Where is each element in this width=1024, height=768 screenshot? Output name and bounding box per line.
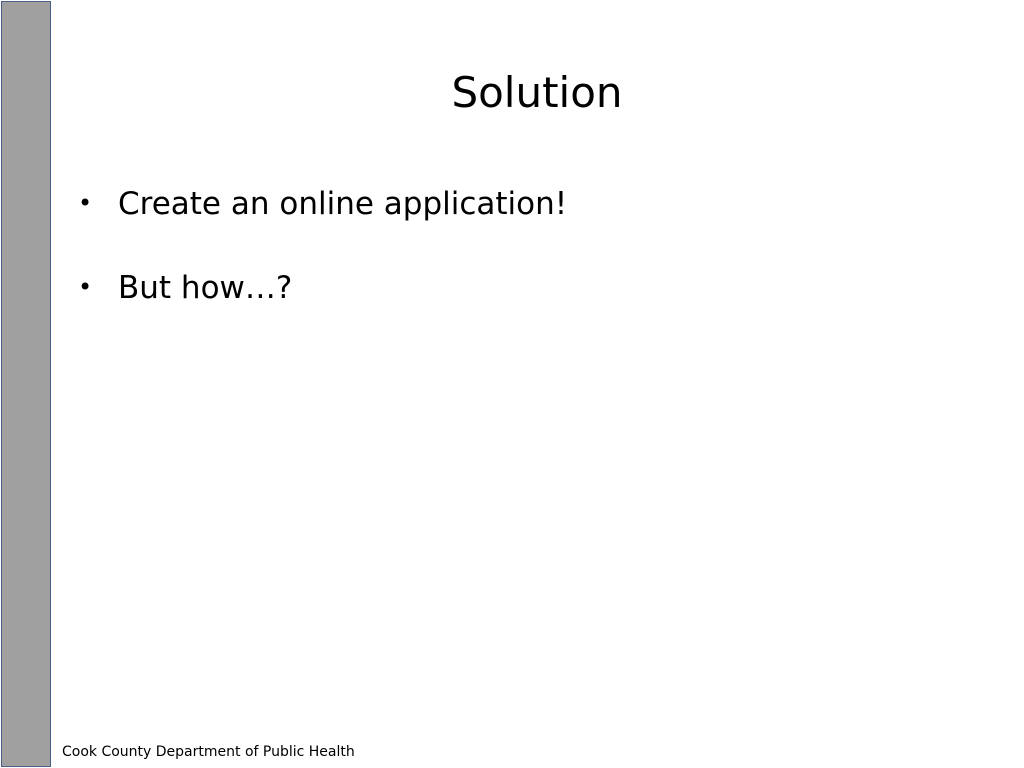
side-accent-bar [1,1,51,767]
slide-footer: Cook County Department of Public Health [62,744,355,760]
slide-title-text: Solution [451,68,623,117]
bullet-item [78,186,567,270]
bullet-item [78,270,567,354]
bullet-icon: • [78,273,93,301]
slide-title [50,68,1024,118]
bullet-list [78,186,567,354]
bullet-icon: • [78,189,93,217]
bullet-text: But how…? [118,270,293,306]
bullet-text: Create an online application! [118,186,568,222]
